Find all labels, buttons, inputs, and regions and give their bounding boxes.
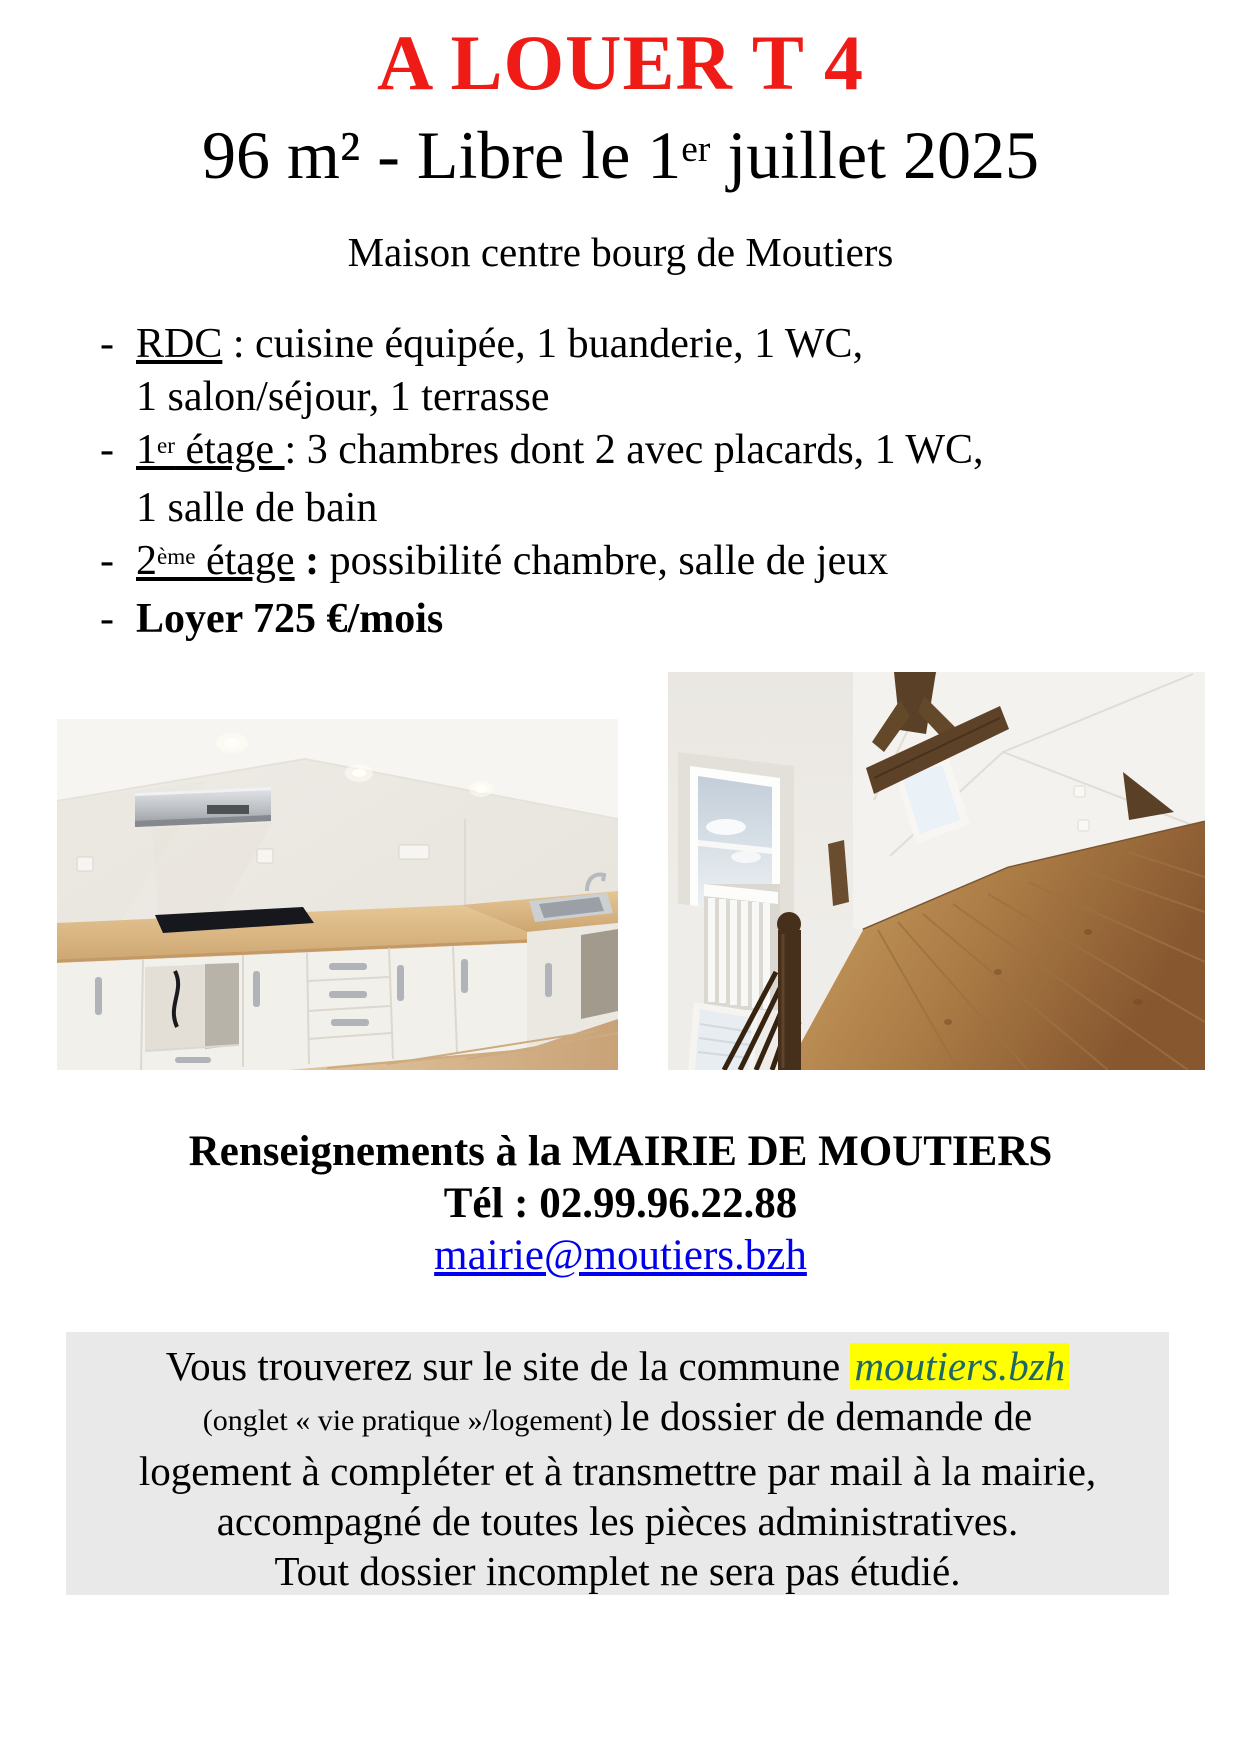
site-link-highlight: moutiers.bzh: [850, 1343, 1069, 1389]
phone-line: Tél : 02.99.96.22.88: [443, 1180, 798, 1227]
notice-line-3: logement à compléter et à transmettre par mail à la mairie,: [138, 1448, 1097, 1494]
newel-post: [777, 912, 801, 1070]
superscript-er: er: [681, 129, 711, 171]
term-2eme-etage: 2ème étage: [136, 538, 295, 584]
kitchen-photo: [57, 719, 618, 1070]
notice-line-2: (onglet « vie pratique »/logement) le dossier de demande de: [202, 1393, 1033, 1439]
bullet-dash: -: [100, 538, 114, 584]
list-item-continuation: 1 salle de bain: [136, 485, 378, 531]
bullet-dash: -: [100, 321, 114, 367]
range-hood: [135, 787, 271, 827]
notice-line-5: Tout dossier incomplet ne sera pas étudié.: [274, 1548, 961, 1594]
list-item: - 2ème étage : possibilité chambre, salle de jeux: [100, 535, 1191, 593]
page-title: A LOUER T 4: [376, 19, 865, 106]
bullet-dash: -: [100, 427, 114, 473]
email-link[interactable]: mairie@moutiers.bzh: [434, 1232, 807, 1279]
bullet-dash: -: [100, 596, 114, 642]
subtitle: 96 m² - Libre le 1er juillet 2025: [202, 117, 1039, 193]
term-rdc: RDC: [136, 321, 223, 367]
notice-box: [66, 1332, 1169, 1595]
list-item: - RDC : cuisine équipée, 1 buanderie, 1 WC, 1 salon/séjour, 1 terrasse: [100, 318, 1191, 424]
feature-list: [100, 318, 1191, 646]
notice-line-1: Vous trouverez sur le site de la commune moutiers.bzh: [66, 1341, 1169, 1391]
cabinets: [57, 943, 527, 1070]
attic-photo: [668, 672, 1205, 1070]
list-item-continuation: 1 salon/séjour, 1 terrasse: [136, 374, 550, 420]
rent-price: Loyer 725 €/mois: [136, 596, 444, 642]
location-line: Maison centre bourg de Moutiers: [347, 229, 894, 275]
contact-block: [0, 1126, 1241, 1282]
contact-info-line: Renseignements à la MAIRIE DE MOUTIERS: [188, 1128, 1053, 1175]
term-1er-etage: 1er étage: [136, 427, 285, 473]
notice-parenthetical: (onglet « vie pratique »/logement): [202, 1404, 621, 1437]
list-item: [100, 593, 1191, 646]
list-item: - 1er étage : 3 chambres dont 2 avec placards, 1 WC, 1 salle de bain: [100, 424, 1191, 535]
open-cabinet-cavity: [145, 963, 239, 1051]
notice-line-4: accompagné de toutes les pièces administratives.: [216, 1498, 1019, 1544]
